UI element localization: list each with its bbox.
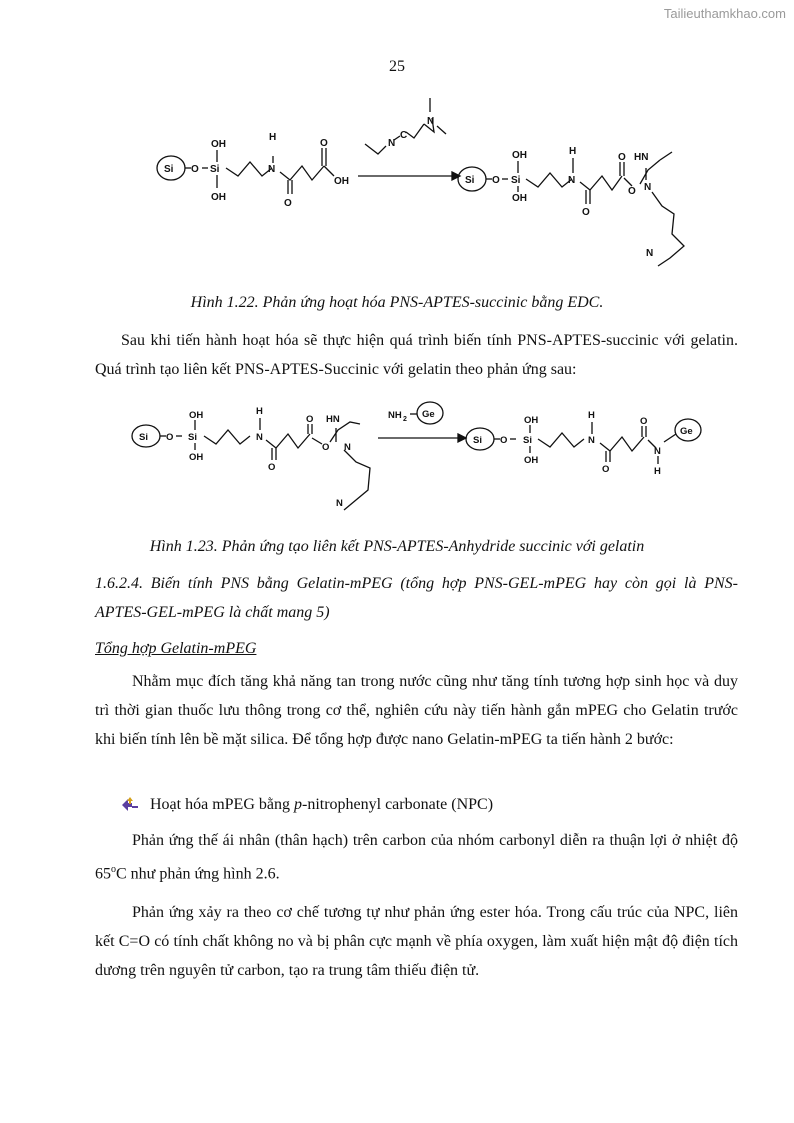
svg-text:N: N <box>336 498 343 509</box>
svg-text:2: 2 <box>403 416 407 423</box>
svg-text:C: C <box>400 130 408 141</box>
paragraph-purpose: Nhằm mục đích tăng khả năng tan trong nước cũng như tăng tính tương hợp sinh học và duy trì thời gian thuốc lưu thông trong cơ thể, nghiên cứu này tiến hành gắn mPEG cho Gelatin trước khi biến tính lên bề mặt silica. Để tổng hợp được nano Gelatin-mPEG ta tiến hành 2 bước: <box>95 673 738 748</box>
figure-1-22-caption: Hình 1.22. Phản ứng hoạt hóa PNS-APTES-succinic bằng EDC. <box>190 294 604 311</box>
svg-text:OH: OH <box>189 452 204 463</box>
svg-text:N: N <box>646 248 654 259</box>
bullet-item <box>122 796 493 814</box>
svg-text:OH: OH <box>512 193 527 204</box>
svg-text:OH: OH <box>334 176 349 187</box>
svg-text:N: N <box>344 442 351 453</box>
svg-text:Si: Si <box>523 435 532 446</box>
svg-text:OH: OH <box>189 410 204 421</box>
svg-text:N: N <box>654 446 661 457</box>
svg-text:Si: Si <box>511 175 521 186</box>
svg-text:O: O <box>191 164 199 175</box>
svg-text:OH: OH <box>512 150 527 161</box>
svg-text:N: N <box>588 435 595 446</box>
svg-text:OH: OH <box>211 139 226 150</box>
svg-text:H: H <box>269 132 277 143</box>
bullet-text: Hoạt hóa mPEG bằng p-nitrophenyl carbonate (NPC) <box>150 796 494 813</box>
paragraph-gelatin-intro: Sau khi tiến hành hoạt hóa sẽ thực hiện quá trình biến tính PNS-APTES-succinic với gelatin. Quá trình tạo liên kết PNS-APTES-Succinic với gelatin theo phản ứng sau: <box>95 332 738 378</box>
svg-text:O: O <box>284 198 292 209</box>
svg-text:N: N <box>388 138 396 149</box>
svg-text:O: O <box>268 462 276 473</box>
svg-text:NH: NH <box>388 410 402 421</box>
svg-text:N: N <box>427 116 435 127</box>
svg-text:N: N <box>644 182 652 193</box>
svg-text:OH: OH <box>524 455 539 466</box>
figure-1-23-caption: Hình 1.23. Phản ứng tạo liên kết PNS-APTES-Anhydride succinic với gelatin <box>149 538 645 555</box>
svg-text:H: H <box>256 406 263 417</box>
paragraph-mechanism: Phản ứng xảy ra theo cơ chế tương tự như phản ứng ester hóa. Trong cấu trúc của NPC, liên kết C=O có tính chất không no và bị phân cực mạnh về phía oxygen, làm xuất hiện mật độ điện tích dương trên nguyên tử carbon, tạo ra trung tâm thiếu điện tử. <box>95 904 738 979</box>
svg-text:O: O <box>582 207 590 218</box>
svg-text:N: N <box>268 164 276 175</box>
svg-text:N: N <box>256 432 263 443</box>
watermark: Tailieuthamkhao.com <box>663 6 786 21</box>
svg-text:H: H <box>569 146 577 157</box>
figure-1-22-diagram <box>0 88 794 288</box>
paragraph-nucleophilic: Phản ứng thế ái nhân (thân hạch) trên carbon của nhóm carbonyl diễn ra thuận lợi ở nhiệt độ 65$^o$C như phản ứng hình 2.6. <box>95 832 738 883</box>
svg-text:Si: Si <box>164 164 174 175</box>
svg-text:O: O <box>640 416 648 427</box>
svg-text:Si: Si <box>188 432 197 443</box>
svg-text:H: H <box>654 466 661 477</box>
section-heading: 1.6.2.4. Biến tính PNS bằng Gelatin-mPEG (tổng hợp PNS-GEL-mPEG hay còn gọi là PNS-APTES-GEL-mPEG là chất mang 5) <box>95 575 738 621</box>
svg-text:O: O <box>618 152 626 163</box>
svg-text:HN: HN <box>634 152 649 163</box>
svg-text:O: O <box>166 432 174 443</box>
svg-text:Si: Si <box>210 164 220 175</box>
svg-text:Si: Si <box>465 175 475 186</box>
arrow-bullet-icon <box>122 797 138 813</box>
svg-text:O: O <box>322 442 330 453</box>
figure-1-23-diagram <box>0 398 794 528</box>
svg-text:O: O <box>602 464 610 475</box>
subheading: Tổng hợp Gelatin-mPEG <box>95 640 257 657</box>
svg-text:O: O <box>320 138 328 149</box>
svg-text:Si: Si <box>473 435 482 446</box>
svg-text:Si: Si <box>139 432 148 443</box>
svg-text:O: O <box>492 175 500 186</box>
svg-text:O: O <box>628 186 636 197</box>
svg-text:Ge: Ge <box>680 426 693 437</box>
svg-text:H: H <box>588 410 595 421</box>
svg-text:N: N <box>568 175 576 186</box>
svg-text:OH: OH <box>211 192 226 203</box>
svg-text:O: O <box>306 414 314 425</box>
page-number: 25 <box>389 58 405 75</box>
svg-text:O: O <box>500 435 508 446</box>
svg-text:HN: HN <box>326 414 340 425</box>
svg-text:OH: OH <box>524 415 539 426</box>
svg-text:Ge: Ge <box>422 409 435 420</box>
